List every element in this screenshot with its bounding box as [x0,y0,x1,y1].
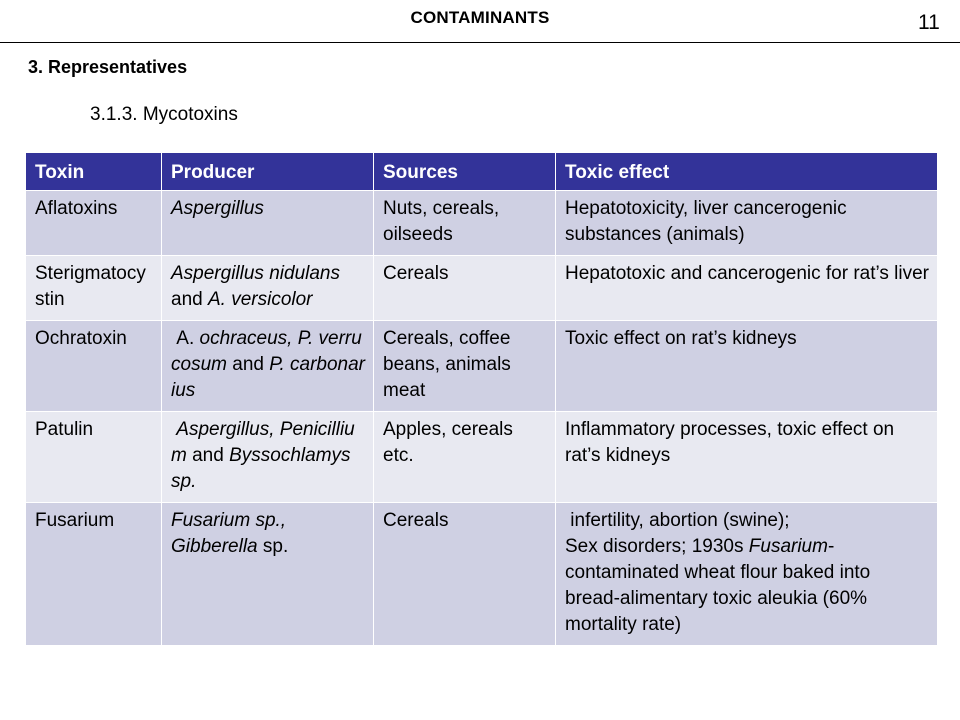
sources-cell: Cereals [374,256,556,321]
toxin-cell: Fusarium [26,503,162,646]
sub-heading: 3.1.3. Mycotoxins [90,104,238,125]
toxin-cell: Aflatoxins [26,191,162,256]
table-row [26,503,938,646]
table-header-row [26,153,938,191]
producer-cell: Fusarium sp., Gibberella sp. [162,503,374,646]
toxic-effect-cell: Hepatotoxic and cancerogenic for rat’s liver [556,256,938,321]
sources-cell: Cereals [374,503,556,646]
toxic-effect-cell: infertility, abortion (swine); Sex disorders; 1930s Fusarium-contaminated wheat flour baked into bread-alimentary toxic aleukia (60% mortality rate) [556,503,938,646]
toxin-cell: Sterigmatocystin [26,256,162,321]
producer-cell: Aspergillus [162,191,374,256]
toxic-effect-cell: Inflammatory processes, toxic effect on rat’s kidneys [556,412,938,503]
toxin-cell: Patulin [26,412,162,503]
table-row [26,256,938,321]
table-row [26,191,938,256]
producer-cell: Aspergillus nidulans and A. versicolor [162,256,374,321]
sources-cell: Apples, cereals etc. [374,412,556,503]
page-number: 11 [918,11,940,34]
sources-cell: Nuts, cereals, oilseeds [374,191,556,256]
column-header-producer: Producer [162,153,374,191]
toxic-effect-cell: Hepatotoxicity, liver cancerogenic substances (animals) [556,191,938,256]
section-heading: 3. Representatives [28,57,188,77]
producer-cell: Aspergillus, Penicillium and Byssochlamys sp. [162,412,374,503]
mycotoxins-table [25,152,938,646]
table-row [26,412,938,503]
toxin-cell: Ochratoxin [26,321,162,412]
column-header-sources: Sources [374,153,556,191]
producer-cell: A. ochraceus, P. verrucosum and P. carbonarius [162,321,374,412]
header-divider [0,42,960,43]
header-title: CONTAMINANTS [410,8,550,27]
column-header-toxic-effect: Toxic effect [556,153,938,191]
table-row [26,321,938,412]
sources-cell: Cereals, coffee beans, animals meat [374,321,556,412]
column-header-toxin: Toxin [26,153,162,191]
toxic-effect-cell: Toxic effect on rat’s kidneys [556,321,938,412]
